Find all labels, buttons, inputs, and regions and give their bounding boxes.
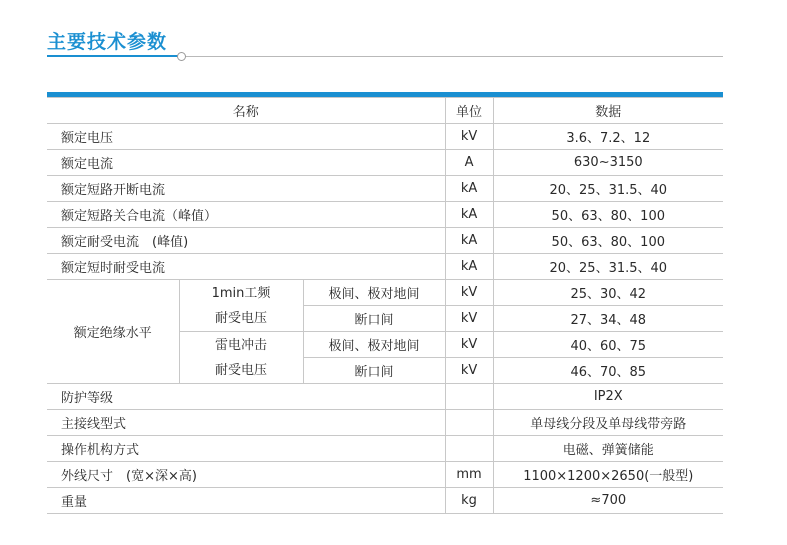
row-value: 50、63、80、100 <box>493 202 723 228</box>
table-row <box>47 202 723 228</box>
table-row <box>47 488 723 514</box>
row-value: 电磁、弹簧储能 <box>493 436 723 462</box>
row-unit: kV <box>445 124 493 150</box>
insulation-sub: 极间、极对地间 <box>303 280 445 306</box>
group-line1: 1min工频 <box>211 285 271 301</box>
row-name: 额定短路开断电流 <box>47 176 445 202</box>
group-line1: 雷电冲击 <box>214 337 267 353</box>
row-name: 防护等级 <box>47 384 445 410</box>
row-name: 额定耐受电流 (峰值) <box>47 228 445 254</box>
row-name: 主接线型式 <box>47 410 445 436</box>
row-name: 额定短路关合电流（峰值） <box>47 202 445 228</box>
table-row <box>47 176 723 202</box>
insulation-label: 额定绝缘水平 <box>47 280 179 384</box>
row-unit <box>445 384 493 410</box>
row-value: IP2X <box>493 384 723 410</box>
row-unit: kV <box>445 332 493 358</box>
row-value: 1100×1200×2650(一般型) <box>493 462 723 488</box>
row-unit: kV <box>445 358 493 384</box>
table-row <box>47 384 723 410</box>
insulation-sub: 断口间 <box>303 306 445 332</box>
header-name: 名称 <box>47 98 445 124</box>
row-name: 额定电流 <box>47 150 445 176</box>
row-value: 20、25、31.5、40 <box>493 254 723 280</box>
group-line2: 耐受电压 <box>214 362 267 378</box>
row-name: 外线尺寸 (宽×深×高) <box>47 462 445 488</box>
insulation-sub: 极间、极对地间 <box>303 332 445 358</box>
row-unit: kg <box>445 488 493 514</box>
row-value: 25、30、42 <box>493 280 723 306</box>
table-row <box>47 228 723 254</box>
row-unit: kA <box>445 254 493 280</box>
table-row <box>47 436 723 462</box>
table-row <box>47 462 723 488</box>
header-unit: 单位 <box>445 98 493 124</box>
insulation-group-label <box>179 332 303 384</box>
row-unit: A <box>445 150 493 176</box>
row-name: 额定短时耐受电流 <box>47 254 445 280</box>
row-value: 20、25、31.5、40 <box>493 176 723 202</box>
row-value: 40、60、75 <box>493 332 723 358</box>
header-data: 数据 <box>493 98 723 124</box>
row-unit: kV <box>445 306 493 332</box>
row-value: 单母线分段及单母线带旁路 <box>493 410 723 436</box>
title-divider-dot <box>177 52 186 61</box>
table-row <box>47 150 723 176</box>
row-unit <box>445 410 493 436</box>
insulation-group-label <box>179 280 303 332</box>
table-row <box>47 124 723 150</box>
table-row <box>47 410 723 436</box>
insulation-sub: 断口间 <box>303 358 445 384</box>
row-value: 27、34、48 <box>493 306 723 332</box>
group-line2: 耐受电压 <box>214 310 267 326</box>
row-unit: mm <box>445 462 493 488</box>
row-value: 46、70、85 <box>493 358 723 384</box>
table-header-row <box>47 98 723 124</box>
row-value: 50、63、80、100 <box>493 228 723 254</box>
row-name: 重量 <box>47 488 445 514</box>
row-unit: kA <box>445 202 493 228</box>
table-row <box>47 280 723 306</box>
table-row <box>47 254 723 280</box>
row-value: 630~3150 <box>493 150 723 176</box>
row-unit: kA <box>445 228 493 254</box>
row-name: 额定电压 <box>47 124 445 150</box>
row-value: 3.6、7.2、12 <box>493 124 723 150</box>
row-name: 操作机构方式 <box>47 436 445 462</box>
spec-table <box>47 97 723 514</box>
row-value: ≈700 <box>493 488 723 514</box>
row-unit <box>445 436 493 462</box>
title-divider-accent <box>47 55 182 57</box>
row-unit: kV <box>445 280 493 306</box>
row-unit: kA <box>445 176 493 202</box>
section-title: 主要技术参数 <box>47 31 168 53</box>
